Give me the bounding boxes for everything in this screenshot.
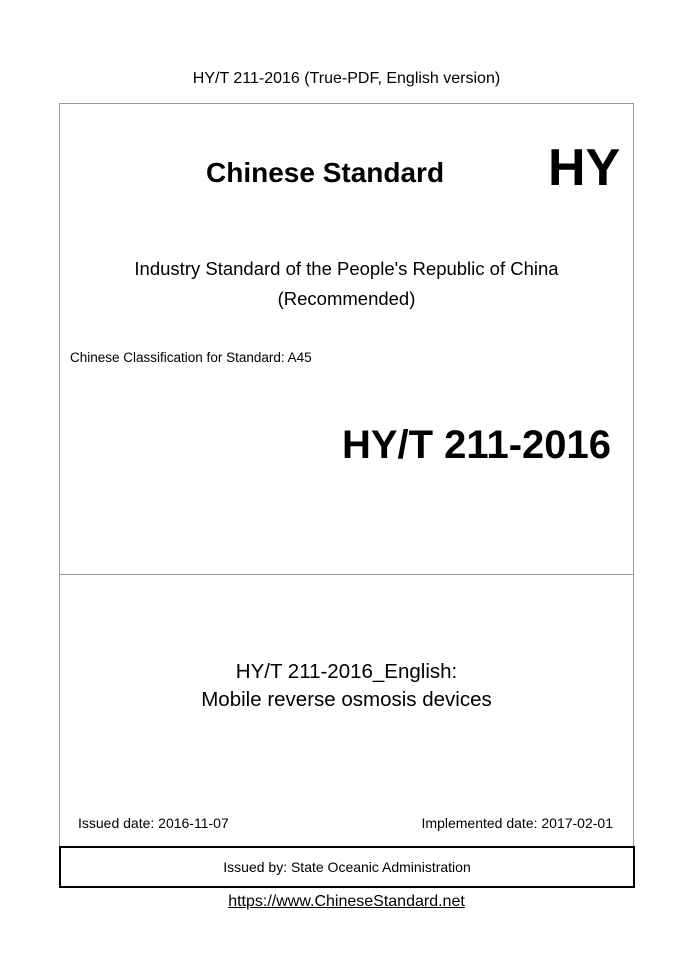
standard-code-mark: HY [548, 139, 621, 197]
issued-by-box [59, 846, 635, 888]
issued-date: Issued date: 2016-11-07 [78, 815, 229, 831]
document-name-line2: Mobile reverse osmosis devices [201, 688, 492, 711]
website-link[interactable]: https://www.ChineseStandard.net [228, 893, 465, 910]
document-name-line1: HY/T 211-2016_English: [235, 660, 458, 683]
classification-label: Chinese Classification for Standard: A45 [70, 350, 312, 365]
implemented-date: Implemented date: 2017-02-01 [421, 815, 613, 831]
industry-standard-line: Industry Standard of the People's Republic of China [134, 258, 559, 279]
recommended-line: (Recommended) [277, 288, 416, 309]
running-header: HY/T 211-2016 (True-PDF, English version) [192, 70, 501, 87]
footer [0, 893, 693, 911]
standard-title: Chinese Standard [206, 157, 445, 188]
standard-number: HY/T 211-2016 [341, 423, 611, 467]
issued-by-label: Issued by: State Oceanic Administration [223, 859, 471, 875]
